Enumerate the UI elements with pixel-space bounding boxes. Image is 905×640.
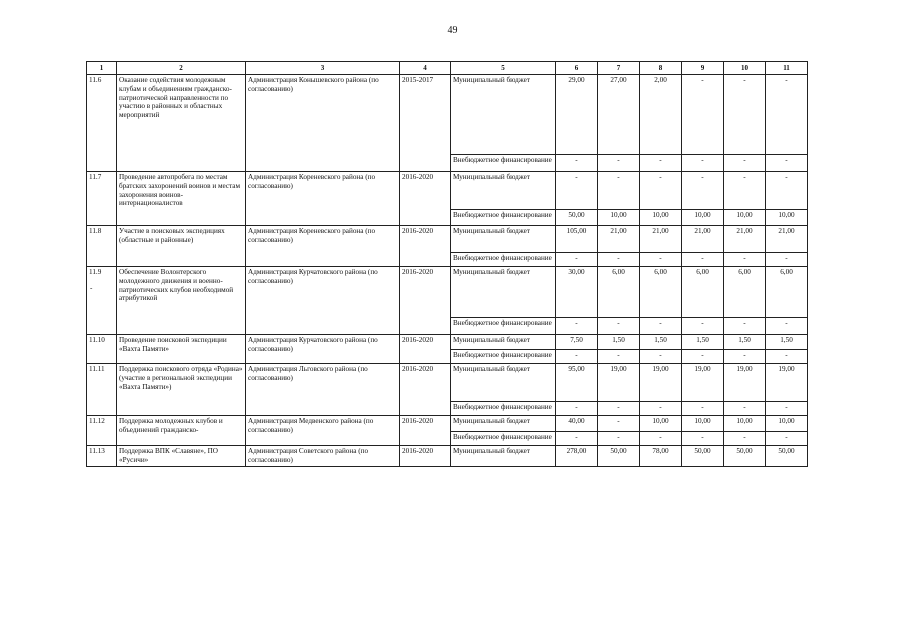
funding-value: 1,50	[724, 335, 766, 350]
funding-value: -	[598, 253, 640, 267]
funding-value: -	[766, 402, 808, 416]
funding-value: 2,00	[640, 75, 682, 155]
funding-value: -	[556, 350, 598, 364]
funding-value: 95,00	[556, 364, 598, 402]
column-header: 8	[640, 62, 682, 75]
activity-number-cell	[87, 364, 117, 416]
activity-row	[87, 416, 808, 432]
funding-value: 278,00	[556, 446, 598, 467]
activity-period: 2016-2020	[400, 335, 451, 364]
funding-value: -	[682, 172, 724, 210]
funding-value: -	[766, 318, 808, 335]
activity-name: Обеспечение Волонтерского молодежного движения и военно-патриотических клубов необходимой атрибутикой	[117, 267, 246, 335]
funding-value: 50,00	[724, 446, 766, 467]
funding-value: 10,00	[682, 416, 724, 432]
column-header: 5	[451, 62, 556, 75]
activity-name: Поддержка ВПК «Славяне», ПО «Русичи»	[117, 446, 246, 467]
funding-value: -	[640, 155, 682, 172]
funding-value: 29,00	[556, 75, 598, 155]
funding-value: -	[682, 432, 724, 446]
funding-source-municipal: Муниципальный бюджет	[451, 446, 556, 467]
funding-value: -	[724, 253, 766, 267]
funding-source-extrabudgetary: Внебюджетное финансирование	[451, 432, 556, 446]
funding-value: -	[682, 75, 724, 155]
funding-value: 30,00	[556, 267, 598, 318]
column-header: 3	[246, 62, 400, 75]
funding-value: -	[724, 350, 766, 364]
funding-value: 10,00	[724, 210, 766, 226]
funding-value: 7,50	[556, 335, 598, 350]
funding-source-extrabudgetary: Внебюджетное финансирование	[451, 253, 556, 267]
funding-value: 6,00	[682, 267, 724, 318]
activity-executor: Администрация Кореневского района (по согласованию)	[246, 226, 400, 267]
funding-value: 6,00	[724, 267, 766, 318]
activity-period: 2015-2017	[400, 75, 451, 172]
funding-value: 19,00	[598, 364, 640, 402]
funding-value: 1,50	[598, 335, 640, 350]
activity-period: 2016-2020	[400, 172, 451, 226]
funding-value: -	[640, 318, 682, 335]
funding-value: 6,00	[640, 267, 682, 318]
funding-value: 21,00	[766, 226, 808, 253]
activity-row	[87, 226, 808, 253]
funding-value: -	[724, 432, 766, 446]
activity-number-cell	[87, 226, 117, 267]
funding-value: -	[724, 75, 766, 155]
program-activities-table	[86, 61, 808, 467]
funding-value: -	[556, 318, 598, 335]
funding-value: 50,00	[556, 210, 598, 226]
activity-number-cell	[87, 267, 117, 335]
column-header: 7	[598, 62, 640, 75]
funding-source-extrabudgetary: Внебюджетное финансирование	[451, 155, 556, 172]
funding-value: -	[766, 350, 808, 364]
funding-value: -	[598, 402, 640, 416]
funding-value: 50,00	[598, 446, 640, 467]
activity-executor: Администрация Кореневского района (по согласованию)	[246, 172, 400, 226]
funding-value: -	[724, 402, 766, 416]
funding-value: -	[556, 172, 598, 210]
funding-value: -	[724, 172, 766, 210]
funding-value: -	[598, 318, 640, 335]
funding-value: -	[598, 350, 640, 364]
activity-row	[87, 364, 808, 402]
funding-value: -	[640, 350, 682, 364]
funding-value: -	[598, 155, 640, 172]
funding-value: -	[640, 432, 682, 446]
activity-name: Оказание содействия молодежным клубам и объединениям гражданско-патриотической направленности по участию в районных и областных мероприятий	[117, 75, 246, 172]
activity-period: 2016-2020	[400, 267, 451, 335]
funding-value: -	[766, 172, 808, 210]
funding-source-municipal: Муниципальный бюджет	[451, 172, 556, 210]
funding-value: 19,00	[724, 364, 766, 402]
funding-value: -	[556, 253, 598, 267]
activity-executor: Администрация Медвенского района (по согласованию)	[246, 416, 400, 446]
funding-value: 1,50	[682, 335, 724, 350]
funding-value: 6,00	[598, 267, 640, 318]
funding-value: 19,00	[766, 364, 808, 402]
activity-executor: Администрация Конышевского района (по согласованию)	[246, 75, 400, 172]
funding-value: -	[598, 416, 640, 432]
funding-value: -	[682, 253, 724, 267]
activity-number-cell	[87, 446, 117, 467]
activity-row	[87, 267, 808, 318]
funding-source-extrabudgetary: Внебюджетное финансирование	[451, 350, 556, 364]
funding-value: 50,00	[766, 446, 808, 467]
funding-value: -	[724, 155, 766, 172]
activity-row	[87, 172, 808, 210]
activity-name: Проведение поисковой экспедиции «Вахта Памяти»	[117, 335, 246, 364]
funding-value: -	[598, 432, 640, 446]
funding-value: -	[766, 432, 808, 446]
funding-source-municipal: Муниципальный бюджет	[451, 364, 556, 402]
funding-value: 21,00	[724, 226, 766, 253]
funding-value: 19,00	[682, 364, 724, 402]
column-header: 2	[117, 62, 246, 75]
activity-period: 2016-2020	[400, 226, 451, 267]
activity-number: 11.12	[89, 417, 105, 425]
activity-row	[87, 446, 808, 467]
activity-number: 11.8	[89, 227, 102, 235]
funding-value: -	[598, 172, 640, 210]
funding-value: 19,00	[640, 364, 682, 402]
funding-value: -	[682, 155, 724, 172]
activity-row	[87, 75, 808, 155]
funding-value: -	[766, 75, 808, 155]
funding-source-municipal: Муниципальный бюджет	[451, 416, 556, 432]
funding-value: 21,00	[598, 226, 640, 253]
funding-value: -	[724, 318, 766, 335]
funding-value: 21,00	[640, 226, 682, 253]
activity-number: 11.13	[89, 447, 105, 455]
funding-value: -	[766, 253, 808, 267]
column-header: 10	[724, 62, 766, 75]
activity-period: 2016-2020	[400, 446, 451, 467]
activity-executor: Администрация Курчатовского района (по согласованию)	[246, 335, 400, 364]
activity-period: 2016-2020	[400, 416, 451, 446]
activity-number-cell	[87, 172, 117, 226]
activity-number-cell	[87, 416, 117, 446]
column-header: 11	[766, 62, 808, 75]
funding-value: 10,00	[598, 210, 640, 226]
activity-period: 2016-2020	[400, 364, 451, 416]
funding-value: 10,00	[724, 416, 766, 432]
column-header: 6	[556, 62, 598, 75]
activity-executor: Администрация Льговского района (по согласованию)	[246, 364, 400, 416]
activity-row	[87, 335, 808, 350]
column-header: 4	[400, 62, 451, 75]
funding-value: 10,00	[766, 210, 808, 226]
funding-source-municipal: Муниципальный бюджет	[451, 267, 556, 318]
funding-value: -	[640, 172, 682, 210]
activity-number: 11.10	[89, 336, 105, 344]
column-header: 1	[87, 62, 117, 75]
funding-value: 27,00	[598, 75, 640, 155]
funding-value: -	[640, 253, 682, 267]
activity-number-cell	[87, 335, 117, 364]
funding-value: -	[556, 155, 598, 172]
funding-value: 10,00	[640, 416, 682, 432]
funding-source-extrabudgetary: Внебюджетное финансирование	[451, 402, 556, 416]
funding-value: 1,50	[640, 335, 682, 350]
funding-value: -	[556, 432, 598, 446]
funding-value: 1,50	[766, 335, 808, 350]
funding-value: 10,00	[682, 210, 724, 226]
funding-source-municipal: Муниципальный бюджет	[451, 335, 556, 350]
column-header: 9	[682, 62, 724, 75]
page-number: 49	[447, 25, 458, 36]
funding-source-municipal: Муниципальный бюджет	[451, 226, 556, 253]
activity-name: Поддержка поискового отряда «Родина» (участие в региональной экспедиции «Вахта Памяти»)	[117, 364, 246, 416]
activity-number: 11.6	[89, 76, 102, 84]
activity-number: 11.9	[89, 268, 102, 276]
funding-value: 6,00	[766, 267, 808, 318]
funding-value: 21,00	[682, 226, 724, 253]
funding-value: -	[682, 318, 724, 335]
funding-value: 10,00	[640, 210, 682, 226]
column-number-header-row	[87, 62, 808, 75]
activity-executor: Администрация Курчатовского района (по согласованию)	[246, 267, 400, 335]
funding-value: 10,00	[766, 416, 808, 432]
activity-name: Поддержка молодежных клубов и объединений гражданско-	[117, 416, 246, 446]
funding-value: 78,00	[640, 446, 682, 467]
funding-value: -	[682, 402, 724, 416]
funding-source-municipal: Муниципальный бюджет	[451, 75, 556, 155]
funding-value: 50,00	[682, 446, 724, 467]
funding-value: -	[556, 402, 598, 416]
funding-value: 105,00	[556, 226, 598, 253]
activity-number: 11.11	[89, 365, 105, 373]
stray-mark: -	[90, 284, 93, 292]
funding-source-extrabudgetary: Внебюджетное финансирование	[451, 210, 556, 226]
activity-name: Проведение автопробега по местам братских захоронений воинов и местам захоронения воинов-интернационалистов	[117, 172, 246, 226]
funding-value: -	[766, 155, 808, 172]
funding-value: -	[640, 402, 682, 416]
funding-value: 40,00	[556, 416, 598, 432]
activity-name: Участие в поисковых экспедициях (областные и районные)	[117, 226, 246, 267]
activity-number: 11.7	[89, 173, 102, 181]
activity-number-cell	[87, 75, 117, 172]
funding-source-extrabudgetary: Внебюджетное финансирование	[451, 318, 556, 335]
activity-executor: Администрация Советского района (по согласованию)	[246, 446, 400, 467]
funding-value: -	[682, 350, 724, 364]
